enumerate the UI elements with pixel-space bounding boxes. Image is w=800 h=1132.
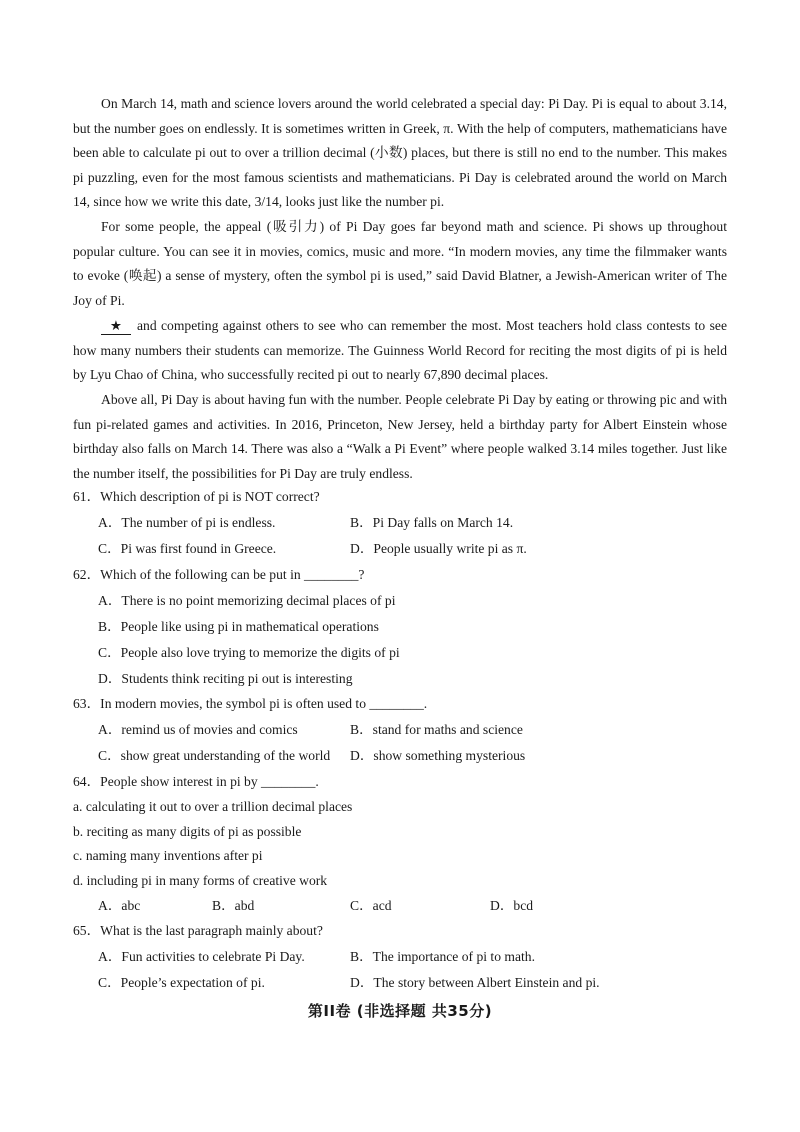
question-62-stem: 62．Which of the following can be put in ________?	[73, 567, 365, 582]
q64-option-a: A．abc	[98, 898, 141, 913]
q64-item-a: a. calculating it out to over a trillion decimal places	[73, 799, 353, 814]
paragraph-3-text: and competing against others to see who can remember the most. Most teachers hold class contests to see how many numbers their students can memorize. The Guinness World Record for reciting the most digits of pi is held by Lyu Chao of China, who successfully recited pi out to nearly 67,890 decimal places.	[73, 318, 727, 383]
q64-item-b: b. reciting as many digits of pi as possible	[73, 824, 302, 839]
star-blank: ★	[101, 318, 131, 335]
q63-option-b: B．stand for maths and science	[350, 722, 523, 737]
q61-option-d: D．People usually write pi as π.	[350, 541, 527, 556]
q62-option-c: C．People also love trying to memorize the digits of pi	[98, 645, 400, 660]
q65-option-a: A．Fun activities to celebrate Pi Day.	[98, 949, 305, 964]
q64-option-b: B．abd	[212, 898, 255, 913]
paragraph-1-text: On March 14, math and science lovers around the world celebrated a special day: Pi Day. Pi is equal to about 3.14, but the number goes on endlessly. It is sometimes written in Greek, π. With the help of computers, mathematicians have been able to calculate pi out to over a trillion decimal (小数) places, but there is still no end to the number. This makes pi puzzling, even for the most famous scientists and mathematicians. Pi Day is celebrated around the world on March 14, since how we write this date, 3/14, looks just like the number pi.	[73, 96, 727, 210]
q64-option-d: D．bcd	[490, 898, 534, 913]
q62-option-a: A．There is no point memorizing decimal places of pi	[98, 593, 396, 608]
passage-paragraph-2	[73, 215, 727, 313]
question-61-stem: 61．Which description of pi is NOT correct?	[73, 489, 320, 504]
q64-item-d: d. including pi in many forms of creative work	[73, 873, 328, 888]
q65-option-d: D．The story between Albert Einstein and pi.	[350, 975, 600, 990]
passage-paragraph-1	[73, 92, 727, 215]
question-64-stem: 64．People show interest in pi by ________.	[73, 774, 319, 789]
question-65-stem: 65．What is the last paragraph mainly about?	[73, 923, 323, 938]
q63-option-a: A．remind us of movies and comics	[98, 722, 298, 737]
q61-option-b: B．Pi Day falls on March 14.	[350, 515, 514, 530]
q61-option-a: A．The number of pi is endless.	[98, 515, 276, 530]
question-63-stem: 63．In modern movies, the symbol pi is often used to ________.	[73, 696, 428, 711]
paragraph-4-text: Above all, Pi Day is about having fun with the number. People celebrate Pi Day by eating or throwing pic and with fun pi-related games and activities. In 2016, Princeton, New Jersey, held a birthday party for Albert Einstein whose birthday also falls on March 14. There was also a “Walk a Pi Event” where people walked 3.14 miles together. Just like the number itself, the possibilities for Pi Day are truly endless.	[73, 392, 727, 481]
q61-option-c: C．Pi was first found in Greece.	[98, 541, 277, 556]
q63-option-c: C．show great understanding of the world	[98, 748, 331, 763]
passage-paragraph-4	[73, 388, 727, 486]
paragraph-2-text: For some people, the appeal (吸引力) of Pi Day goes far beyond math and science. Pi shows up throughout popular culture. You can see it in movies, comics, music and more. “In modern movies, any time the filmmaker wants to evoke (唤起) a sense of mystery, often the symbol pi is used,” said David Blatner, a Jewish-American writer of The Joy of Pi.	[73, 219, 727, 308]
q62-option-d: D．Students think reciting pi out is interesting	[98, 671, 353, 686]
q63-option-d: D．show something mysterious	[350, 748, 526, 763]
passage-paragraph-3	[73, 314, 727, 388]
section-title: 第II卷 (非选择题 共35分)	[307, 1002, 493, 1020]
q65-option-b: B．The importance of pi to math.	[350, 949, 535, 964]
q64-item-c: c. naming many inventions after pi	[73, 848, 263, 863]
q62-option-b: B．People like using pi in mathematical operations	[98, 619, 379, 634]
q65-option-c: C．People’s expectation of pi.	[98, 975, 265, 990]
q64-option-c: C．acd	[350, 898, 392, 913]
